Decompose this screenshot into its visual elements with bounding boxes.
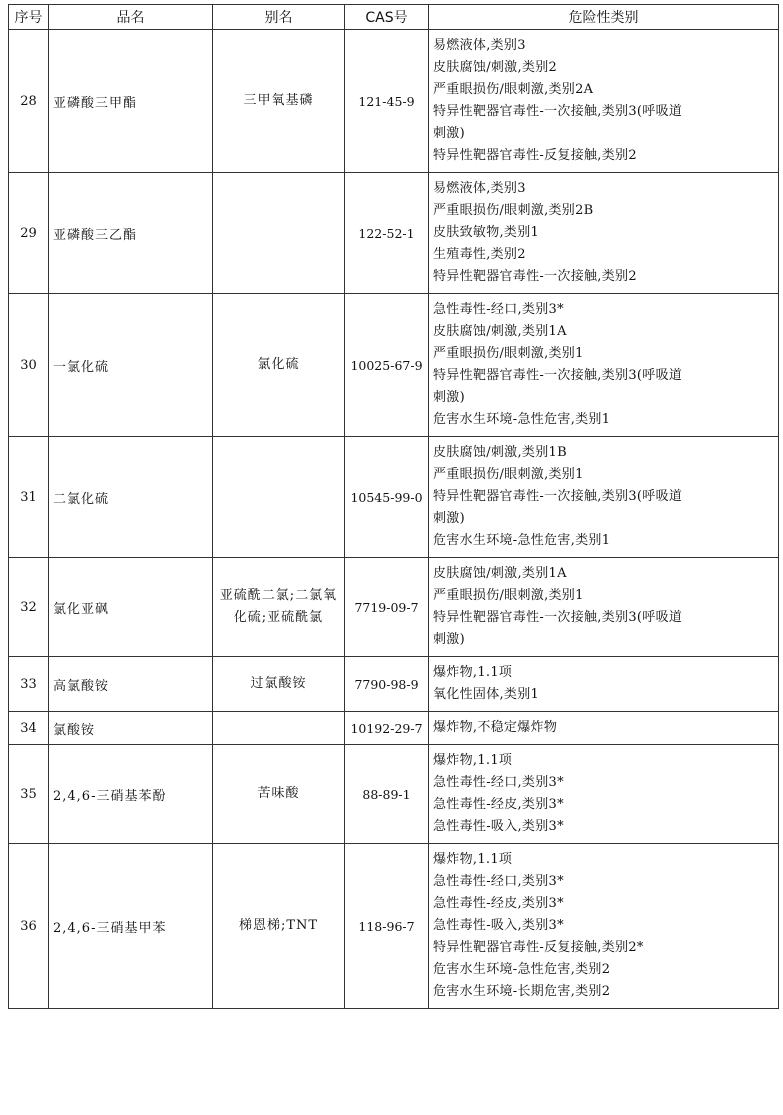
hazard-line: 严重眼损伤/眼刺激,类别1 xyxy=(433,588,584,603)
hazard-categories xyxy=(429,294,779,437)
alias-name: 氯化硫 xyxy=(213,294,345,437)
hazard-line: 易燃液体,类别3 xyxy=(433,38,526,53)
cas-number: 88-89-1 xyxy=(345,745,429,844)
hazard-line: 特异性靶器官毒性-一次接触,类别3(呼吸道 xyxy=(433,489,683,504)
hazard-line: 危害水生环境-急性危害,类别2 xyxy=(433,962,611,977)
hazard-line: 急性毒性-经皮,类别3* xyxy=(433,896,564,911)
product-name: 氯化亚砜 xyxy=(49,558,213,657)
product-name: 亚磷酸三乙酯 xyxy=(49,173,213,294)
row-number: 35 xyxy=(9,745,49,844)
hazard-categories xyxy=(429,745,779,844)
header-cas: CAS号 xyxy=(345,5,429,30)
product-name: 2,4,6-三硝基苯酚 xyxy=(49,745,213,844)
hazard-line: 特异性靶器官毒性-反复接触,类别2 xyxy=(433,148,637,163)
hazard-line: 刺激) xyxy=(433,390,465,405)
cas-number: 122-52-1 xyxy=(345,173,429,294)
row-number: 36 xyxy=(9,844,49,1009)
product-name: 亚磷酸三甲酯 xyxy=(49,30,213,173)
hazard-line: 严重眼损伤/眼刺激,类别1 xyxy=(433,467,584,482)
cas-number: 10545-99-0 xyxy=(345,437,429,558)
hazard-line: 皮肤腐蚀/刺激,类别1A xyxy=(433,324,567,339)
table-row xyxy=(9,844,779,1009)
hazard-line: 急性毒性-吸入,类别3* xyxy=(433,819,564,834)
row-number: 30 xyxy=(9,294,49,437)
hazard-line: 急性毒性-经口,类别3* xyxy=(433,874,564,889)
hazard-line: 特异性靶器官毒性-一次接触,类别3(呼吸道 xyxy=(433,368,683,383)
hazard-line: 急性毒性-经口,类别3* xyxy=(433,302,564,317)
hazard-line: 氧化性固体,类别1 xyxy=(433,687,540,702)
cas-number: 118-96-7 xyxy=(345,844,429,1009)
hazard-line: 严重眼损伤/眼刺激,类别2A xyxy=(433,82,594,97)
table-row xyxy=(9,437,779,558)
product-name: 二氯化硫 xyxy=(49,437,213,558)
hazard-line: 爆炸物,1.1项 xyxy=(433,852,513,867)
hazard-categories xyxy=(429,30,779,173)
hazard-line: 危害水生环境-急性危害,类别1 xyxy=(433,412,611,427)
hazard-line: 危害水生环境-长期危害,类别2 xyxy=(433,984,611,999)
product-name: 一氯化硫 xyxy=(49,294,213,437)
hazard-categories xyxy=(429,657,779,712)
hazard-line: 刺激) xyxy=(433,511,465,526)
alias-name: 亚硫酰二氯;二氯氧化硫;亚硫酰氯 xyxy=(213,558,345,657)
cas-number: 10192-29-7 xyxy=(345,712,429,745)
hazard-line: 严重眼损伤/眼刺激,类别1 xyxy=(433,346,584,361)
hazard-line: 皮肤致敏物,类别1 xyxy=(433,225,540,240)
row-number: 28 xyxy=(9,30,49,173)
cas-number: 7719-09-7 xyxy=(345,558,429,657)
hazard-line: 皮肤腐蚀/刺激,类别1A xyxy=(433,566,567,581)
row-number: 33 xyxy=(9,657,49,712)
alias-name xyxy=(213,437,345,558)
table-row xyxy=(9,745,779,844)
table-body xyxy=(9,30,779,1009)
cas-number: 121-45-9 xyxy=(345,30,429,173)
hazard-line: 特异性靶器官毒性-一次接触,类别3(呼吸道 xyxy=(433,104,683,119)
header-row xyxy=(9,5,779,30)
hazard-line: 特异性靶器官毒性-一次接触,类别2 xyxy=(433,269,637,284)
cas-number: 7790-98-9 xyxy=(345,657,429,712)
row-number: 31 xyxy=(9,437,49,558)
hazard-line: 易燃液体,类别3 xyxy=(433,181,526,196)
hazard-categories xyxy=(429,437,779,558)
alias-name: 过氯酸铵 xyxy=(213,657,345,712)
hazard-line: 爆炸物,不稳定爆炸物 xyxy=(433,720,558,735)
hazard-line: 严重眼损伤/眼刺激,类别2B xyxy=(433,203,594,218)
product-name: 2,4,6-三硝基甲苯 xyxy=(49,844,213,1009)
header-no: 序号 xyxy=(9,5,49,30)
alias-name: 梯恩梯;TNT xyxy=(213,844,345,1009)
alias-name: 三甲氧基磷 xyxy=(213,30,345,173)
hazard-categories xyxy=(429,558,779,657)
hazard-line: 爆炸物,1.1项 xyxy=(433,665,513,680)
hazard-line: 急性毒性-经皮,类别3* xyxy=(433,797,564,812)
cas-number: 10025-67-9 xyxy=(345,294,429,437)
header-hazard: 危险性类别 xyxy=(429,5,779,30)
hazard-line: 急性毒性-吸入,类别3* xyxy=(433,918,564,933)
alias-name xyxy=(213,173,345,294)
alias-name xyxy=(213,712,345,745)
header-name: 品名 xyxy=(49,5,213,30)
hazard-line: 刺激) xyxy=(433,632,465,647)
table-row xyxy=(9,30,779,173)
row-number: 32 xyxy=(9,558,49,657)
hazard-categories xyxy=(429,844,779,1009)
table-row xyxy=(9,173,779,294)
row-number: 34 xyxy=(9,712,49,745)
hazard-line: 皮肤腐蚀/刺激,类别1B xyxy=(433,445,567,460)
table-row xyxy=(9,657,779,712)
hazard-line: 刺激) xyxy=(433,126,465,141)
table-row xyxy=(9,558,779,657)
header-alias: 别名 xyxy=(213,5,345,30)
row-number: 29 xyxy=(9,173,49,294)
table-row xyxy=(9,294,779,437)
hazard-line: 特异性靶器官毒性-反复接触,类别2* xyxy=(433,940,644,955)
hazard-chemicals-table xyxy=(8,4,779,1009)
hazard-categories xyxy=(429,173,779,294)
hazard-line: 特异性靶器官毒性-一次接触,类别3(呼吸道 xyxy=(433,610,683,625)
product-name: 氯酸铵 xyxy=(49,712,213,745)
hazard-categories xyxy=(429,712,779,745)
hazard-line: 生殖毒性,类别2 xyxy=(433,247,526,262)
alias-name: 苦味酸 xyxy=(213,745,345,844)
hazard-line: 危害水生环境-急性危害,类别1 xyxy=(433,533,611,548)
product-name: 高氯酸铵 xyxy=(49,657,213,712)
hazard-line: 爆炸物,1.1项 xyxy=(433,753,513,768)
table-row xyxy=(9,712,779,745)
hazard-line: 皮肤腐蚀/刺激,类别2 xyxy=(433,60,558,75)
hazard-line: 急性毒性-经口,类别3* xyxy=(433,775,564,790)
